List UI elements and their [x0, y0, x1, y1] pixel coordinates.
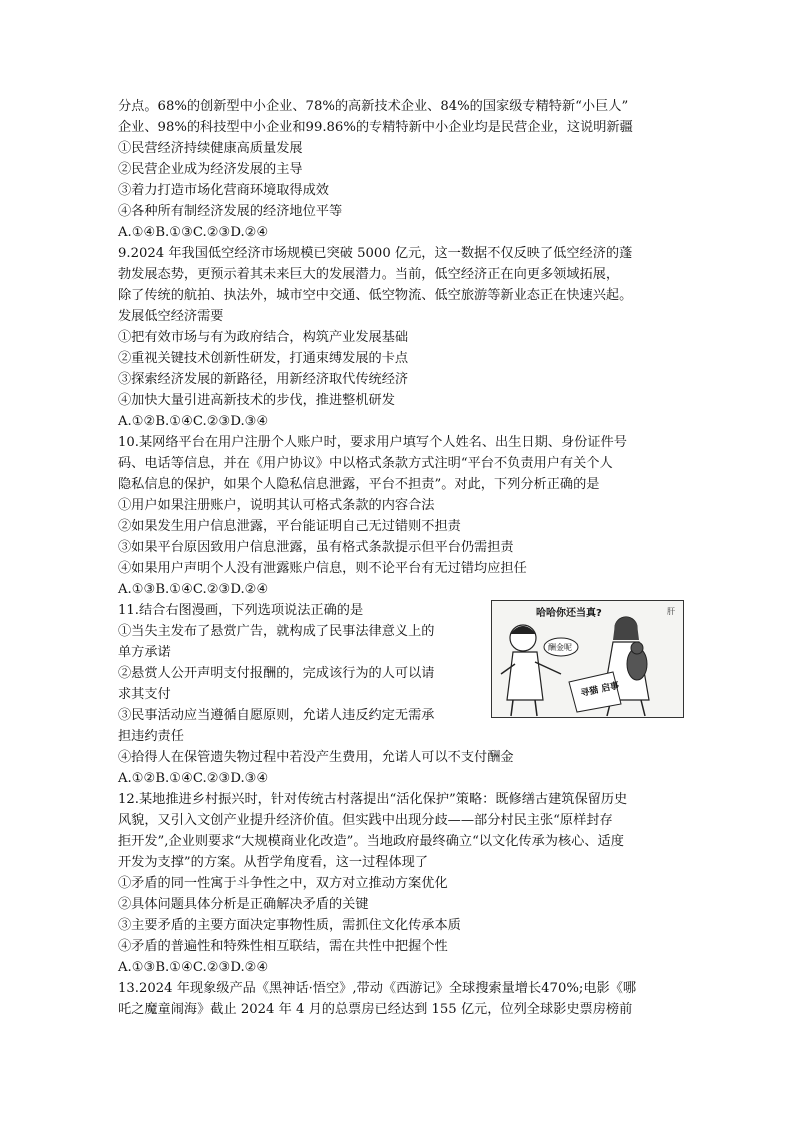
q9-stem-line: 勃发展态势，更预示着其未来巨大的发展潜力。当前，低空经济正在向更多领域拓展，	[118, 267, 620, 282]
q11-option-line: ③民事活动应当遵循自愿原则，允诺人违反约定无需承	[118, 708, 435, 723]
q8-answer-choices: A.①④B.①③C.②③D.②④	[118, 225, 269, 240]
q10-stem-line: 码、电话等信息，并在《用户协议》中以格式条款方式注明“平台不负责用户有关个人	[118, 456, 613, 471]
exam-page	[118, 96, 678, 1020]
q11-option-line: ②悬赏人公开声明支付报酬的，完成该行为的人可以请	[118, 666, 435, 681]
q10-stem-line: 隐私信息的保护，如果个人隐私信息泄露，平台不担责”。对此，下列分析正确的是	[118, 477, 600, 492]
question-10	[118, 432, 678, 600]
q8-option: ②民营企业成为经济发展的主导	[118, 162, 303, 177]
q8-stem-line: 分点。68%的创新型中小企业、78%的高新技术企业、84%的国家级专精特新“小巨人”	[118, 99, 629, 114]
question-9	[118, 243, 678, 432]
q11-option-line: 担违约责任	[118, 729, 184, 744]
q8-option: ①民营经济持续健康高质量发展	[118, 141, 303, 156]
q8-stem-line: 企业、98%的科技型中小企业和99.86%的专精特新中小企业均是民营企业，这说明新疆	[118, 120, 633, 135]
q10-option: ④如果用户声明个人没有泄露账户信息，则不论平台有无过错均应担任	[118, 561, 527, 576]
q10-option: ③如果平台原因致用户信息泄露，虽有格式条款提示但平台仍需担责	[118, 540, 514, 555]
q10-answer-choices: A.①③B.①④C.②③D.②④	[118, 582, 269, 597]
q12-option: ①矛盾的同一性寓于斗争性之中，双方对立推动方案优化	[118, 876, 448, 891]
q10-option: ②如果发生用户信息泄露，平台能证明自己无过错则不担责	[118, 519, 461, 534]
q11-option-line: 单方承诺	[118, 645, 171, 660]
question-13	[118, 978, 678, 1020]
q11-option-line: ④拾得人在保管遗失物过程中若没产生费用，允诺人可以不支付酬金	[118, 750, 514, 765]
q9-option: ④加快大量引进高新技术的步伐，推进整机研发	[118, 393, 395, 408]
q12-stem-line: 开发为支撑”的方案。从哲学角度看，这一过程体现了	[118, 855, 429, 870]
q11-answer-choices: A.①②B.①④C.②③D.③④	[118, 771, 269, 786]
cartoon-image	[491, 600, 684, 718]
q9-answer-choices: A.①②B.①④C.②③D.③④	[118, 414, 269, 429]
notice-text: 寻猫 启事	[579, 681, 621, 700]
q12-stem-line: 拒开发”,企业则要求“大规模商业化改造”。当地政府最终确立“以文化传承为核心、适度	[118, 834, 624, 849]
q12-stem-line: 风貌，又引入文创产业提升经济价值。但实践中出现分歧——部分村民主张“原样封存	[118, 813, 613, 828]
cartoon-speech-text: 哈哈你还当真?	[536, 608, 602, 619]
q11-option-line: ①当失主发布了悬赏广告，就构成了民事法律意义上的	[118, 624, 435, 639]
q8-option: ③着力打造市场化营商环境取得成效	[118, 183, 329, 198]
q9-stem-line: 除了传统的航拍、执法外，城市空中交通、低空物流、低空旅游等新业态正在快速兴起。	[118, 288, 633, 303]
q13-stem-line: 吒之魔童闹海》截止 2024 年 4 月的总票房已经达到 155 亿元，位列全球影史票房榜前	[118, 1002, 633, 1017]
q11-stem-line: 11.结合右图漫画，下列选项说法正确的是	[118, 603, 364, 618]
q10-option: ①用户如果注册账户，说明其认可格式条款的内容合法	[118, 498, 435, 513]
q12-option: ③主要矛盾的主要方面决定事物性质，需抓住文化传承本质	[118, 918, 461, 933]
q12-option: ④矛盾的普遍性和特殊性相互联结，需在共性中把握个性	[118, 939, 448, 954]
q13-stem-line: 13.2024 年现象级产品《黑神话·悟空》,带动《西游记》全球搜索量增长470%;电影《哪	[118, 981, 637, 996]
q12-answer-choices: A.①③B.①④C.②③D.②④	[118, 960, 269, 975]
q8-option: ④各种所有制经济发展的经济地位平等	[118, 204, 343, 219]
question-11	[118, 600, 678, 789]
cartoon-bubble-text: 酬金呢	[548, 643, 572, 652]
q9-stem-line: 发展低空经济需要	[118, 309, 224, 324]
q9-option: ①把有效市场与有为政府结合，构筑产业发展基础	[118, 330, 409, 345]
question-12	[118, 789, 678, 978]
q9-stem-line: 9.2024 年我国低空经济市场规模已突破 5000 亿元，这一数据不仅反映了低空经济的蓬	[118, 246, 633, 261]
question-8	[118, 96, 678, 243]
cartoon-corner-text: 肝	[667, 607, 675, 616]
q9-option: ③探索经济发展的新路径，用新经济取代传统经济	[118, 372, 409, 387]
q9-option: ②重视关键技术创新性研发，打通束缚发展的卡点	[118, 351, 409, 366]
q10-stem-line: 10.某网络平台在用户注册个人账户时，要求用户填写个人姓名、出生日期、身份证件号	[118, 435, 627, 450]
q12-stem-line: 12.某地推进乡村振兴时，针对传统古村落提出“活化保护”策略：既修缮古建筑保留历史	[118, 792, 628, 807]
q12-option: ②具体问题具体分析是正确解决矛盾的关键	[118, 897, 369, 912]
q11-option-line: 求其支付	[118, 687, 171, 702]
